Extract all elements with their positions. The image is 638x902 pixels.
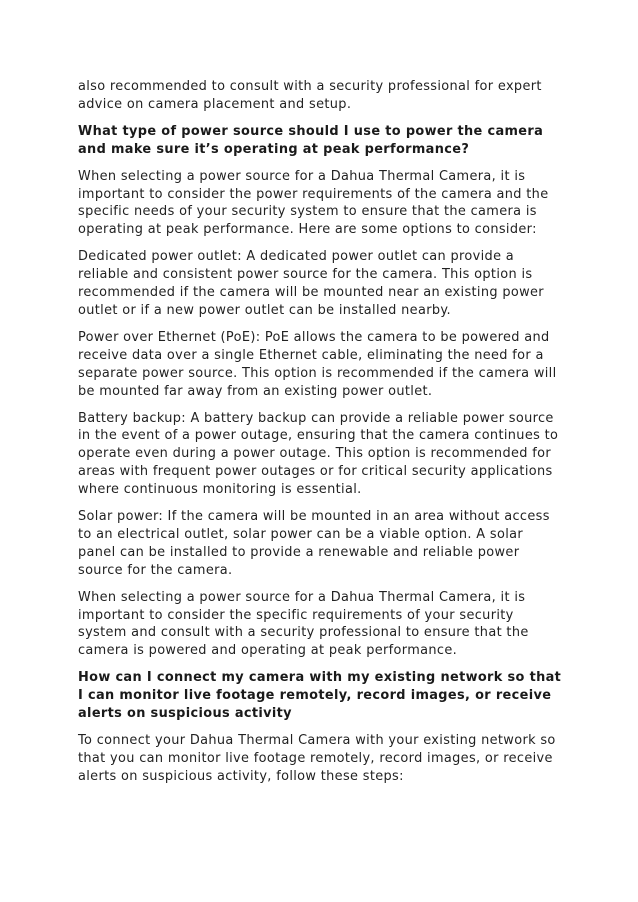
solar-power-paragraph: Solar power: If the camera will be mounted in an area without access to an electrical outlet, solar power can be a viable option. A solar panel can be installed to provide a renewable and reliable power source for the camera.	[78, 509, 550, 578]
dedicated-outlet-paragraph: Dedicated power outlet: A dedicated power outlet can provide a reliable and consistent power source for the camera. This option is recommended if the camera will be mounted near an existing power outlet or if a new power outlet can be installed nearby.	[78, 249, 544, 318]
poe-paragraph: Power over Ethernet (PoE): PoE allows the camera to be powered and receive data over a single Ethernet cable, eliminating the need for a separate power source. This option is recommended if the camera will be mounted far away from an existing power outlet.	[78, 329, 557, 399]
document-page	[78, 78, 564, 795]
power-source-summary-paragraph: When selecting a power source for a Dahua Thermal Camera, it is important to consider the specific requirements of your security system and consult with a security professional to ensure that the camera is powered and operating at peak performance.	[78, 589, 529, 659]
intro-continuation-paragraph: also recommended to consult with a security professional for expert advice on camera placement and setup.	[78, 79, 542, 112]
network-connection-intro-paragraph: To connect your Dahua Thermal Camera with your existing network so that you can monitor live footage remotely, record images, or receive alerts on suspicious activity, follow these steps:	[78, 733, 556, 784]
power-source-intro-paragraph: When selecting a power source for a Dahua Thermal Camera, it is important to consider the power requirements of the camera and the specific needs of your security system to ensure that the camera is operating at peak performance. Here are some options to consider:	[78, 168, 549, 238]
battery-backup-paragraph: Battery backup: A battery backup can provide a reliable power source in the event of a power outage, ensuring that the camera continues to operate even during a power outage. This option is recommended for areas with frequent power outages or for critical security applications where continuous monitoring is essential.	[78, 410, 559, 498]
network-connection-question-heading: How can I connect my camera with my existing network so that I can monitor live footage remotely, record images, or receive alerts on suspicious activity	[78, 670, 562, 722]
power-source-question-heading: What type of power source should I use to power the camera and make sure it’s operating at peak performance?	[78, 123, 544, 157]
